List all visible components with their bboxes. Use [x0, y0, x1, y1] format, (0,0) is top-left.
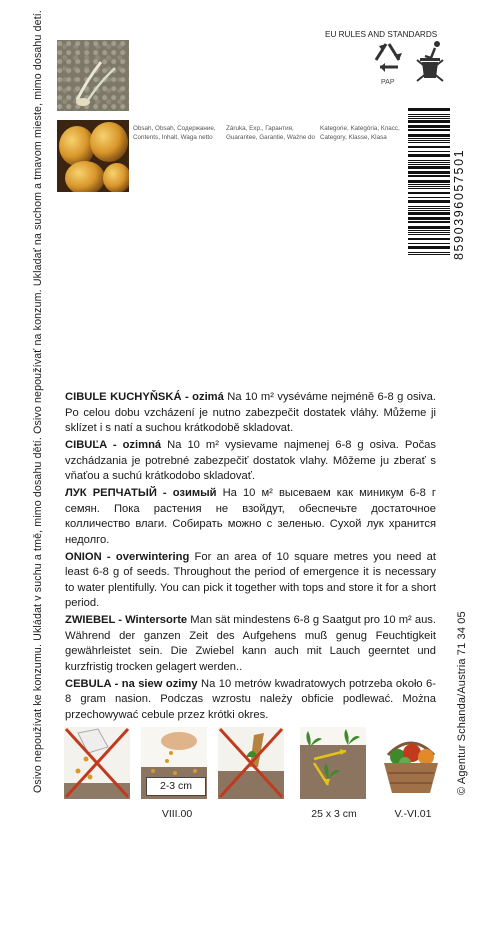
barcode	[408, 106, 466, 262]
barcode-bar	[408, 230, 450, 231]
description-sk: CIBUĽA - ozimná Na 10 m² vysievame najmenej 6-8 g osiva. Počas vzchádzania je potrebné zabezpečiť dostatok vlahy. Môžeme ju zberať s vňaťou a suchú krátkodobo skladovať.	[65, 439, 436, 483]
no-pot-sowing-icon	[64, 727, 130, 799]
barcode-bar	[408, 146, 450, 148]
barcode-bar	[408, 254, 450, 255]
barcode-bar	[408, 208, 450, 209]
description-ru: ЛУК РЕПЧАТЫЙ - озимый На 10 м² высеваем как миникум 6-8 г семян. Пока растения не взойдут, обеспечьте достаточное колличество влаги. Собирать можно с зеленью. Сухой лук хранится недолго.	[65, 487, 436, 546]
pap-label: PAP	[381, 79, 395, 86]
eu-standards-title: EU RULES AND STANDARDS	[325, 30, 438, 39]
barcode-bar	[408, 184, 450, 185]
barcode-bar	[408, 171, 450, 174]
crossed-bin-icon	[414, 38, 446, 82]
meta-contents: Obsah, Obsah, Содержание, Contents, Inhalt, Waga netto	[133, 125, 216, 141]
description-en: ONION - overwintering For an area of 10 square metres you need at least 6-8 g of seeds. Throughout the period of emergence it is necessary to water plentifully. You can pick it together with tops and store it for a short period.	[65, 550, 436, 610]
barcode-bar	[408, 197, 450, 198]
barcode-bar	[408, 180, 450, 183]
barcode-bar	[408, 151, 450, 152]
barcode-bar	[408, 232, 450, 233]
barcode-bar	[408, 238, 450, 240]
spacing-label: 25 x 3 cm	[311, 808, 357, 820]
barcode-bar	[408, 212, 450, 215]
barcode-bar	[408, 217, 450, 220]
barcode-bar	[408, 246, 450, 249]
barcode-bar	[408, 116, 450, 117]
barcode-digits: 8590396057501	[452, 148, 466, 260]
barcode-bar	[408, 226, 450, 229]
barcode-bar	[408, 252, 450, 253]
barcode-bar	[408, 108, 450, 111]
barcode-bar	[408, 160, 450, 161]
barcode-bar	[408, 118, 450, 119]
onion-bulbs-photo	[57, 120, 129, 192]
barcode-bar	[408, 166, 450, 169]
description-block	[65, 390, 436, 725]
meta-guarantee: Záruka, Exp., Гарантия, Guarantee, Garantie, Ważne do	[226, 125, 316, 141]
barcode-bar	[408, 188, 450, 189]
barcode-bar	[408, 142, 450, 143]
description-de: ZWIEBEL - Wintersorte Man sät mindestens 6-8 g Saatgut pro 10 m² aus. Während der ganzen Zeit des Aufgehens muß genug Feuchtigkeit gewährleistet sein. Die Zwiebel kann auch mit Lauch geerntet und kurzfristig trocken gelagert werden..	[65, 614, 437, 673]
barcode-bar	[408, 234, 450, 235]
barcode-bar	[408, 138, 450, 139]
onion-seedling-photo	[57, 40, 129, 111]
barcode-bar	[408, 114, 450, 115]
barcode-bar	[408, 186, 450, 187]
barcode-bar	[408, 125, 450, 128]
barcode-bar	[408, 210, 450, 211]
barcode-bar	[408, 221, 450, 223]
harvest-basket-icon	[378, 727, 444, 799]
sowing-time-label: VIII.00	[161, 808, 193, 820]
barcode-bar	[408, 134, 450, 137]
meta-category: Kategorie, Kategória, Класс, Category, Klasse, Klasa	[320, 125, 400, 141]
recycle-icon	[372, 40, 406, 76]
no-transplant-icon	[218, 727, 284, 799]
barcode-bar	[408, 129, 450, 131]
storage-instructions-vertical: Osivo nepoužívat ke konzumu. Ukládat v suchu a tmě, mimo dosahu dětí. Osivo nepoužívať na konzum. Ukladať na suchom a tmavom mieste, mimo dosahu detí.	[32, 10, 44, 793]
barcode-bar	[408, 120, 450, 123]
barcode-bar	[408, 192, 450, 194]
plant-spacing-icon	[300, 727, 366, 799]
description-cz: CIBULE KUCHYŇSKÁ - ozimá Na 10 m² vyséváme nejméně 6-8 g osiva. Po celou dobu vzcházení je nutno zabezpečit dostatek vláhy. Můžeme ji sklízet i s natí a suchou krátkodobě skladovat.	[65, 391, 436, 434]
barcode-bar	[408, 175, 450, 177]
harvest-time-label: V.-VI.01	[394, 808, 432, 820]
barcode-bar	[408, 140, 450, 141]
barcode-bar	[408, 206, 450, 207]
depth-label: 2-3 cm	[146, 777, 206, 796]
barcode-bar	[408, 243, 450, 244]
description-pl: CEBULA - na siew ozimy Na 10 metrów kwadratowych potrzeba około 6-8 gram nasion. Podczas wzrostu należy obficie podlewać. Można przechowywać cebule przez krótki okres.	[65, 677, 437, 721]
barcode-bar	[408, 200, 450, 203]
barcode-bar	[408, 162, 450, 163]
barcode-bar	[408, 154, 450, 157]
copyright-vertical: © Agentur Schanda/Austria 71 34 05	[456, 611, 468, 795]
barcode-bar	[408, 164, 450, 165]
